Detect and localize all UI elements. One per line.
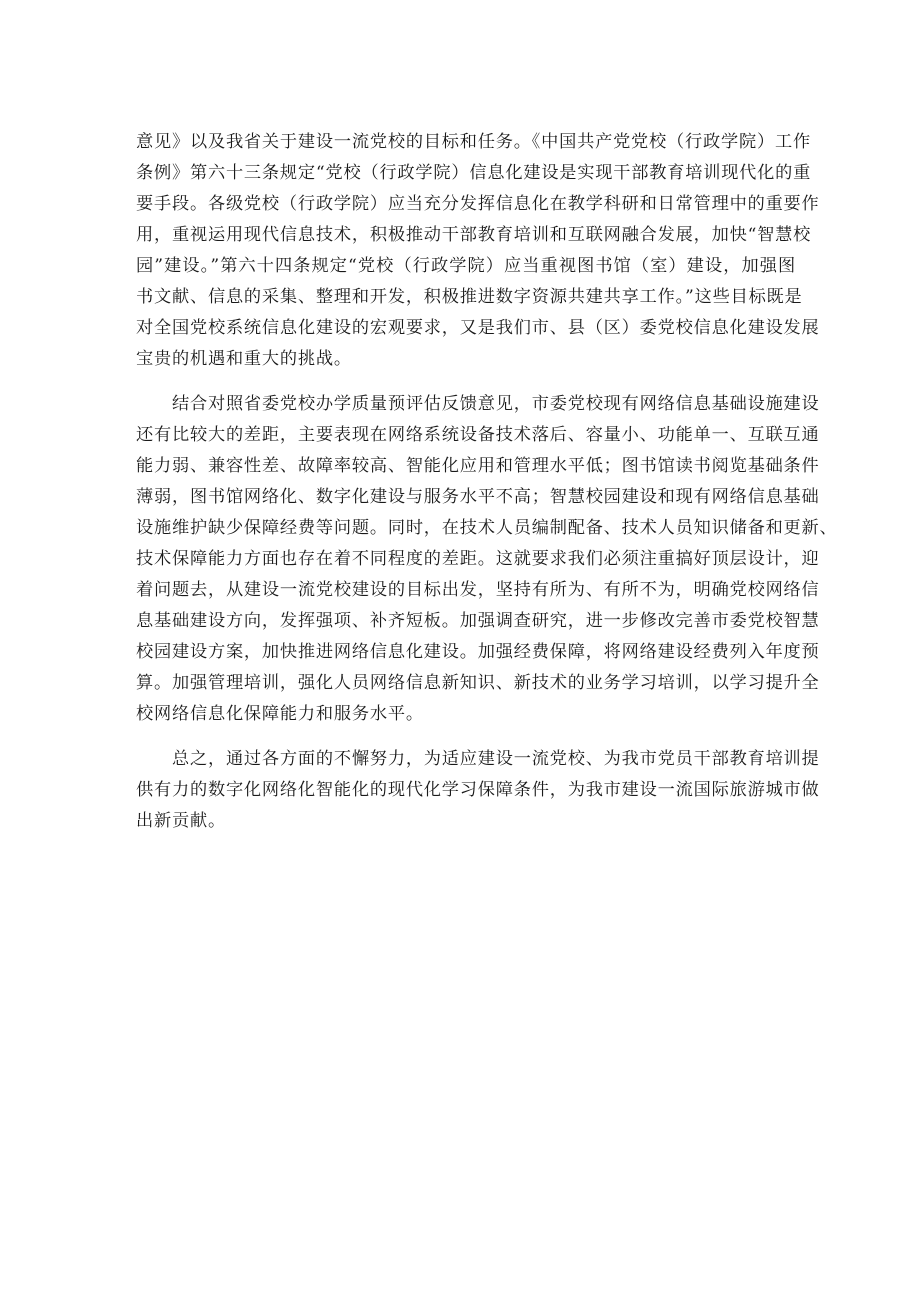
text-line: 宝贵的机遇和重大的挑战。 xyxy=(136,349,352,369)
text-line: 息基础建设方向，发挥强项、补齐短板。加强调查研究，进一步修改完善市委党校智慧 xyxy=(136,611,820,631)
text-line: 算。加强管理培训，强化人员网络信息新知识、新技术的业务学习培训，以学习提升全 xyxy=(136,673,820,693)
text-line: 还有比较大的差距，主要表现在网络系统设备技术落后、容量小、功能单一、互联互通 xyxy=(136,425,820,445)
paragraph-1 xyxy=(136,127,820,375)
text-line: 园”建设。”第六十四条规定“党校（行政学院）应当重视图书馆（室）建设，加强图 xyxy=(136,256,796,276)
text-line: 出新贡献。 xyxy=(136,811,226,831)
text-line: 校网络信息化保障能力和服务水平。 xyxy=(136,704,424,724)
text-line: 对全国党校系统信息化建设的宏观要求，又是我们市、县（区）委党校信息化建设发展 xyxy=(136,318,820,338)
text-line: 薄弱，图书馆网络化、数字化建设与服务水平不高；智慧校园建设和现有网络信息基础 xyxy=(136,487,820,507)
text-line: 条例》第六十三条规定“党校（行政学院）信息化建设是实现干部教育培训现代化的重 xyxy=(136,163,812,183)
text-line: 结合对照省委党校办学质量预评估反馈意见，市委党校现有网络信息基础设施建设 xyxy=(136,394,820,414)
text-line: 设施维护缺少保障经费等问题。同时，在技术人员编制配备、技术人员知识储备和更新、 xyxy=(136,518,838,538)
text-line: 技术保障能力方面也存在着不同程度的差距。这就要求我们必须注重搞好顶层设计，迎 xyxy=(136,549,820,569)
text-line: 校园建设方案，加快推进网络信息化建设。加强经费保障，将网络建设经费列入年度预 xyxy=(136,642,820,662)
text-line: 书文献、信息的采集、整理和开发，积极推进数字资源共建共享工作。”这些目标既是 xyxy=(136,287,803,307)
document-body xyxy=(136,127,838,837)
text-line: 着问题去，从建设一流党校建设的目标出发，坚持有所为、有所不为，明确党校网络信 xyxy=(136,580,820,600)
paragraph-3 xyxy=(136,744,820,837)
text-line: 总之，通过各方面的不懈努力，为适应建设一流党校、为我市党员干部教育培训提 xyxy=(136,749,820,769)
text-line: 供有力的数字化网络化智能化的现代化学习保障条件，为我市建设一流国际旅游城市做 xyxy=(136,780,820,800)
text-line: 能力弱、兼容性差、故障率较高、智能化应用和管理水平低；图书馆读书阅览基础条件 xyxy=(136,456,820,476)
paragraph-2 xyxy=(136,389,838,730)
text-line: 意见》以及我省关于建设一流党校的目标和任务。《中国共产党党校（行政学院）工作 xyxy=(136,132,811,152)
text-line: 要手段。各级党校（行政学院）应当充分发挥信息化在教学科研和日常管理中的重要作 xyxy=(136,194,820,214)
text-line: 用，重视运用现代信息技术，积极推动干部教育培训和互联网融合发展，加快“智慧校 xyxy=(136,225,812,245)
